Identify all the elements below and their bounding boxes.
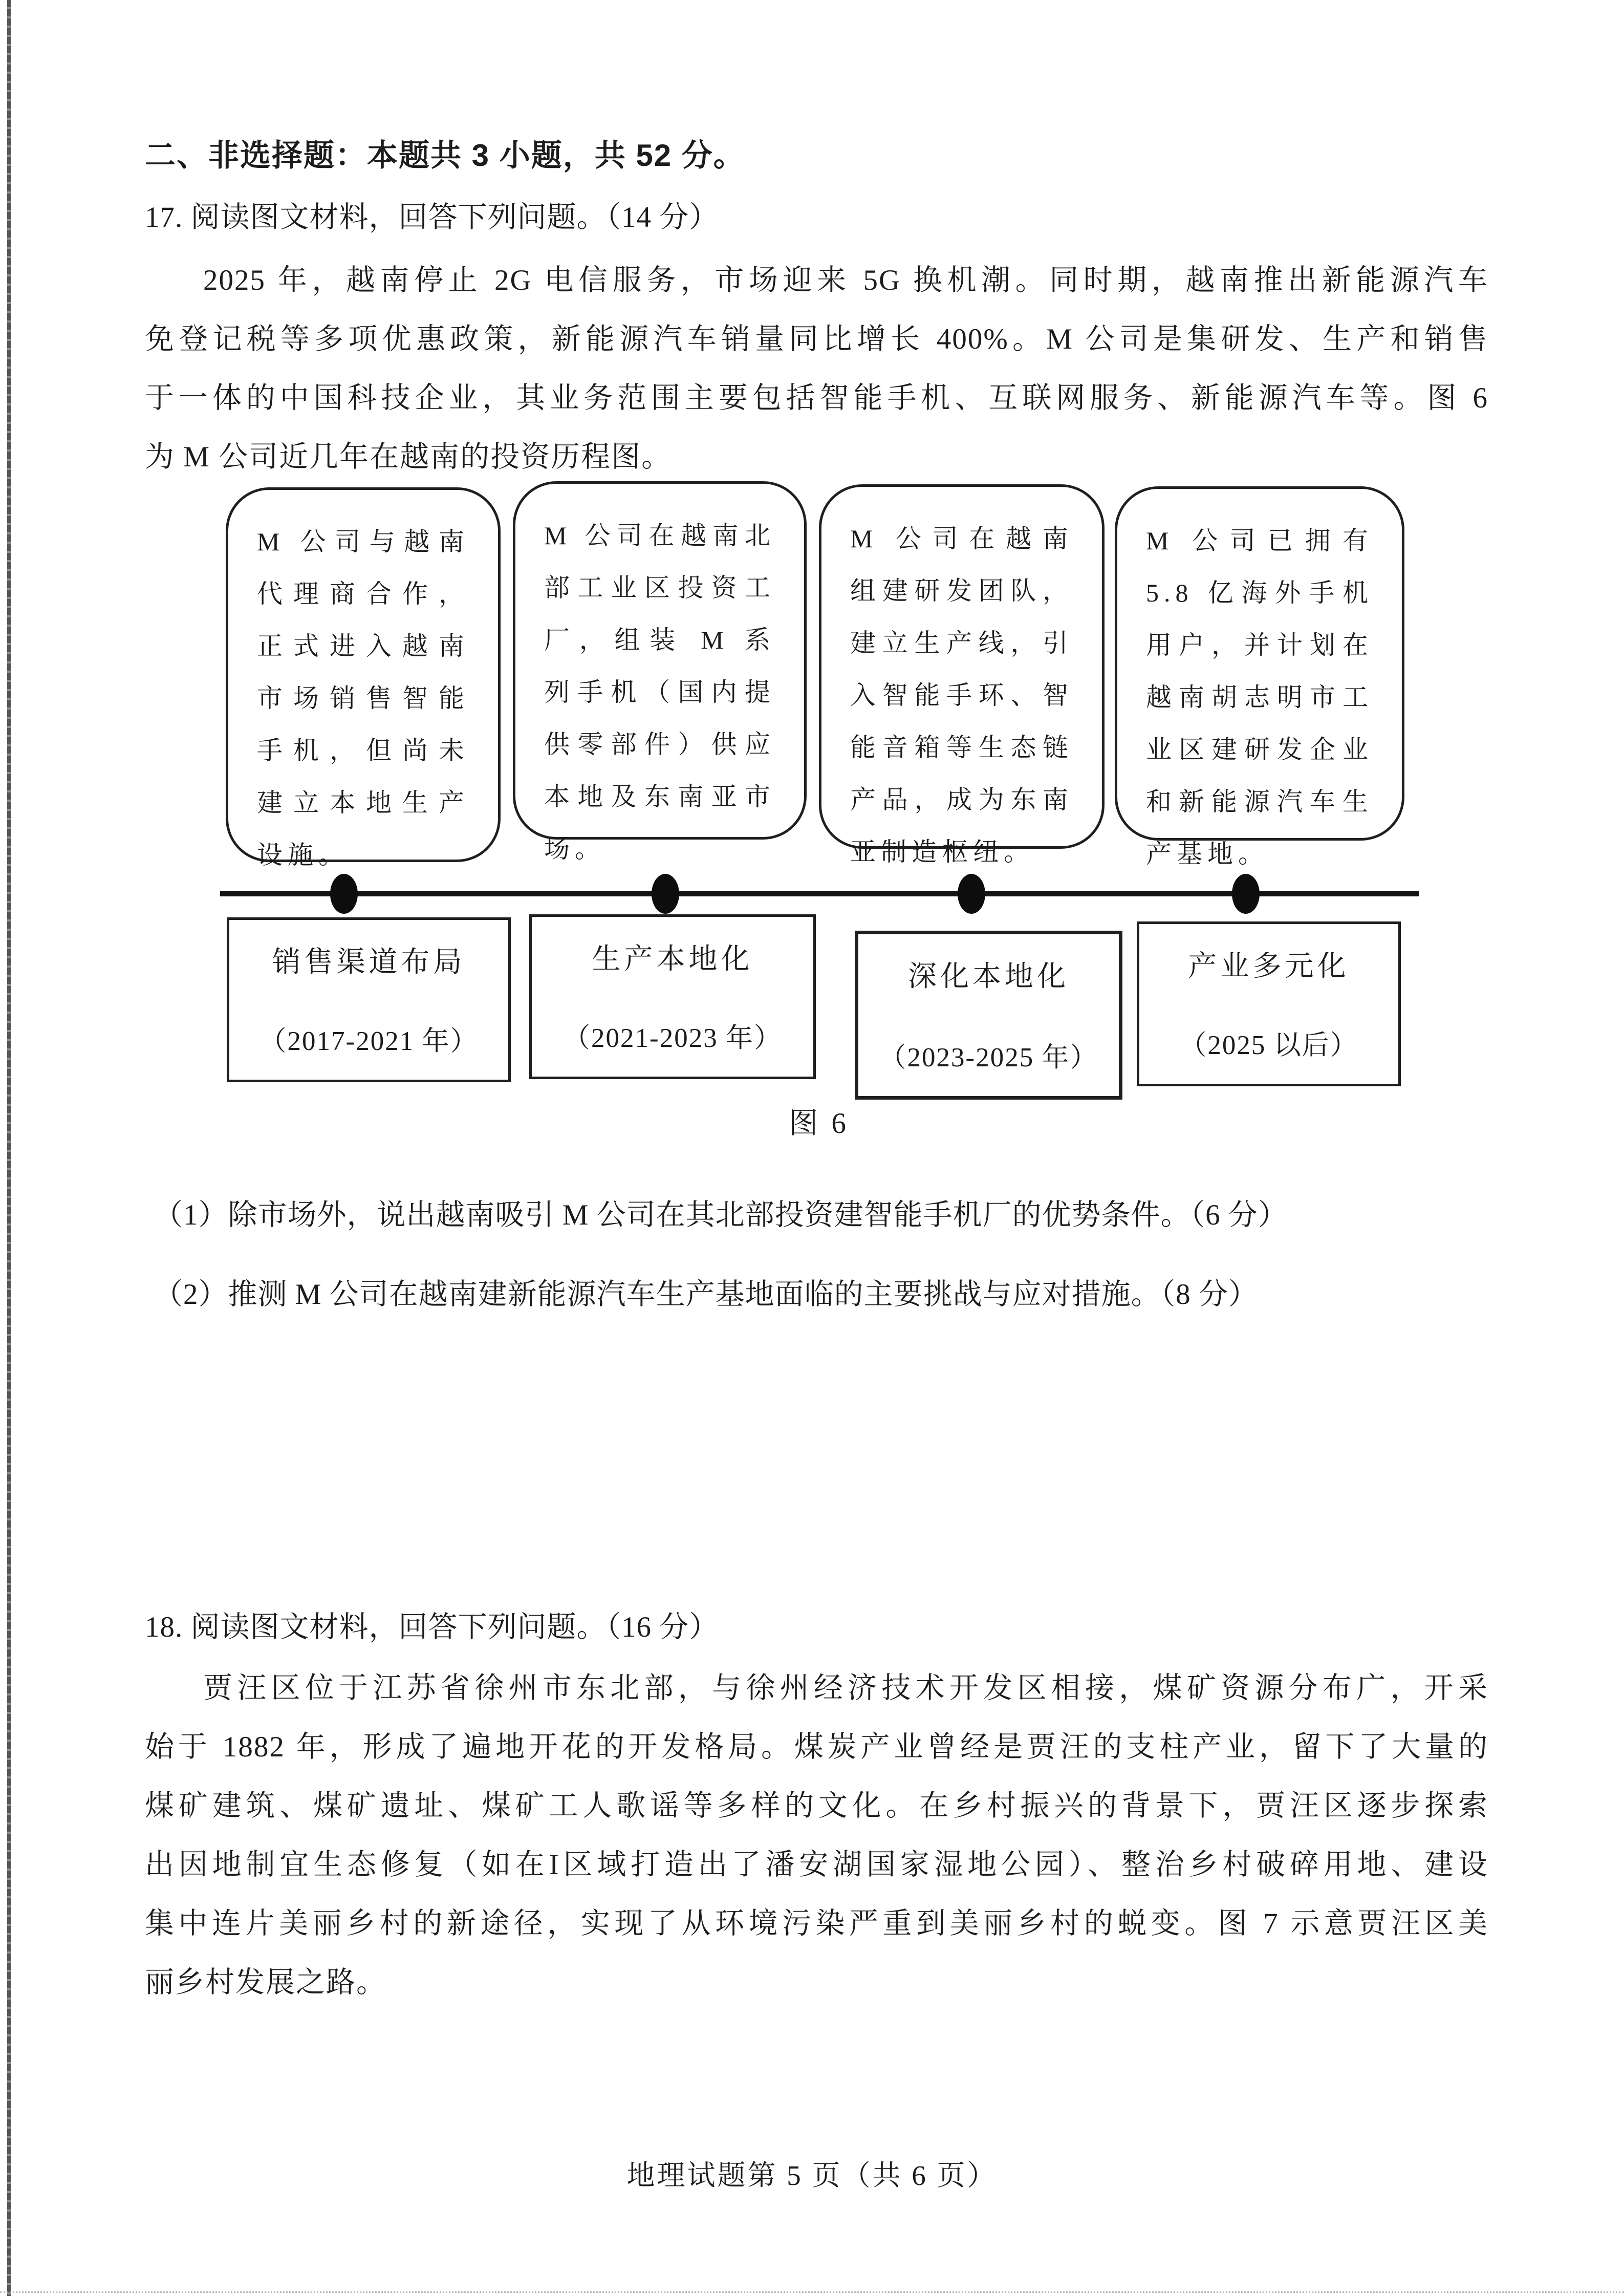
stage-desc-box-3: M 公司在越南组建研发团队，建立生产线，引入智能手环、智能音箱等生态链产品，成为东南亚制造枢纽。 bbox=[819, 484, 1105, 849]
question-17-sub-2: （2）推测 M 公司在越南建新能源汽车生产基地面临的主要挑战与应对措施。（8 分） bbox=[154, 1278, 1258, 1311]
paragraph-line: 于一体的中国科技企业，其业务范围主要包括智能手机、互联网服务、新能源汽车等。图 6 bbox=[145, 382, 1488, 414]
paragraph-line: 为 M 公司近几年在越南的投资历程图。 bbox=[145, 441, 672, 473]
paragraph-line: 集中连片美丽乡村的新途径，实现了从环境污染严重到美丽乡村的蜕变。图 7 示意贾汪区美 bbox=[145, 1907, 1488, 1940]
stage-label-box-3 bbox=[855, 931, 1122, 1100]
stage-label-title: 销售渠道布局 bbox=[272, 947, 466, 978]
paragraph-line: 丽乡村发展之路。 bbox=[145, 1966, 386, 1999]
stage-desc-box-2: M 公司在越南北部工业区投资工厂，组装 M 系列手机（国内提供零部件）供应本地及东南亚市场。 bbox=[513, 481, 807, 840]
scan-edge-line bbox=[7, 0, 11, 2296]
stage-label-title: 产业多元化 bbox=[1188, 951, 1350, 982]
stage-desc-box-4: M 公司已拥有 5.8 亿海外手机用户，并计划在越南胡志明市工业区建研发企业和新能源汽车生产基地。 bbox=[1115, 486, 1404, 841]
stage-label-title: 深化本地化 bbox=[908, 961, 1069, 993]
question-18-intro-paragraph bbox=[145, 1659, 1488, 2012]
stage-label-title: 生产本地化 bbox=[592, 943, 753, 975]
paragraph-line: 煤矿建筑、煤矿遗址、煤矿工人歌谣等多样的文化。在乡村振兴的背景下，贾汪区逐步探索 bbox=[145, 1790, 1488, 1822]
stage-label-years: （2017-2021 年） bbox=[259, 1026, 479, 1056]
paragraph-line: 免登记税等多项优惠政策，新能源汽车销量同比增长 400%。M 公司是集研发、生产和销售 bbox=[145, 323, 1488, 355]
question-17-title: 17. 阅读图文材料，回答下列问题。（14 分） bbox=[145, 201, 719, 233]
stage-label-box-2 bbox=[529, 914, 816, 1079]
timeline-node-dot-icon bbox=[958, 874, 985, 914]
page-footer: 地理试题第 5 页（共 6 页） bbox=[626, 2160, 998, 2191]
stage-label-years: （2021-2023 年） bbox=[563, 1023, 782, 1053]
stage-label-years: （2023-2025 年） bbox=[879, 1043, 1098, 1072]
paragraph-line: 出因地制宜生态修复（如在I区域打造出了潘安湖国家湿地公园）、整治乡村破碎用地、建设 bbox=[145, 1849, 1488, 1881]
stage-desc-box-1: M 公司与越南代理商合作，正式进入越南市场销售智能手机，但尚未建立本地生产设施。 bbox=[226, 487, 501, 862]
scan-bottom-dotted-line bbox=[0, 2291, 1624, 2293]
stage-label-years: （2025 以后） bbox=[1179, 1031, 1358, 1060]
section-header: 二、非选择题：本题共 3 小题，共 52 分。 bbox=[145, 138, 745, 173]
question-17-sub-1: （1）除市场外，说出越南吸引 M 公司在其北部投资建智能手机厂的优势条件。（6 分） bbox=[154, 1199, 1288, 1231]
timeline-node-dot-icon bbox=[1232, 874, 1260, 914]
stage-label-box-4 bbox=[1137, 921, 1401, 1086]
paragraph-line: 2025 年，越南停止 2G 电信服务，市场迎来 5G 换机潮。同时期，越南推出新能源汽车 bbox=[203, 264, 1488, 296]
stage-label-box-1 bbox=[227, 917, 511, 1082]
timeline-node-dot-icon bbox=[652, 874, 679, 914]
question-18-title: 18. 阅读图文材料，回答下列问题。（16 分） bbox=[145, 1611, 719, 1643]
paragraph-line: 始于 1882 年，形成了遍地开花的开发格局。煤炭产业曾经是贾汪的支柱产业，留下了大量的 bbox=[145, 1731, 1488, 1763]
paragraph-line: 贾汪区位于江苏省徐州市东北部，与徐州经济技术开发区相接，煤矿资源分布广，开采 bbox=[203, 1672, 1488, 1704]
question-17-intro-paragraph bbox=[145, 251, 1488, 486]
figure6-caption: 图 6 bbox=[789, 1107, 849, 1140]
timeline-node-dot-icon bbox=[330, 874, 358, 914]
